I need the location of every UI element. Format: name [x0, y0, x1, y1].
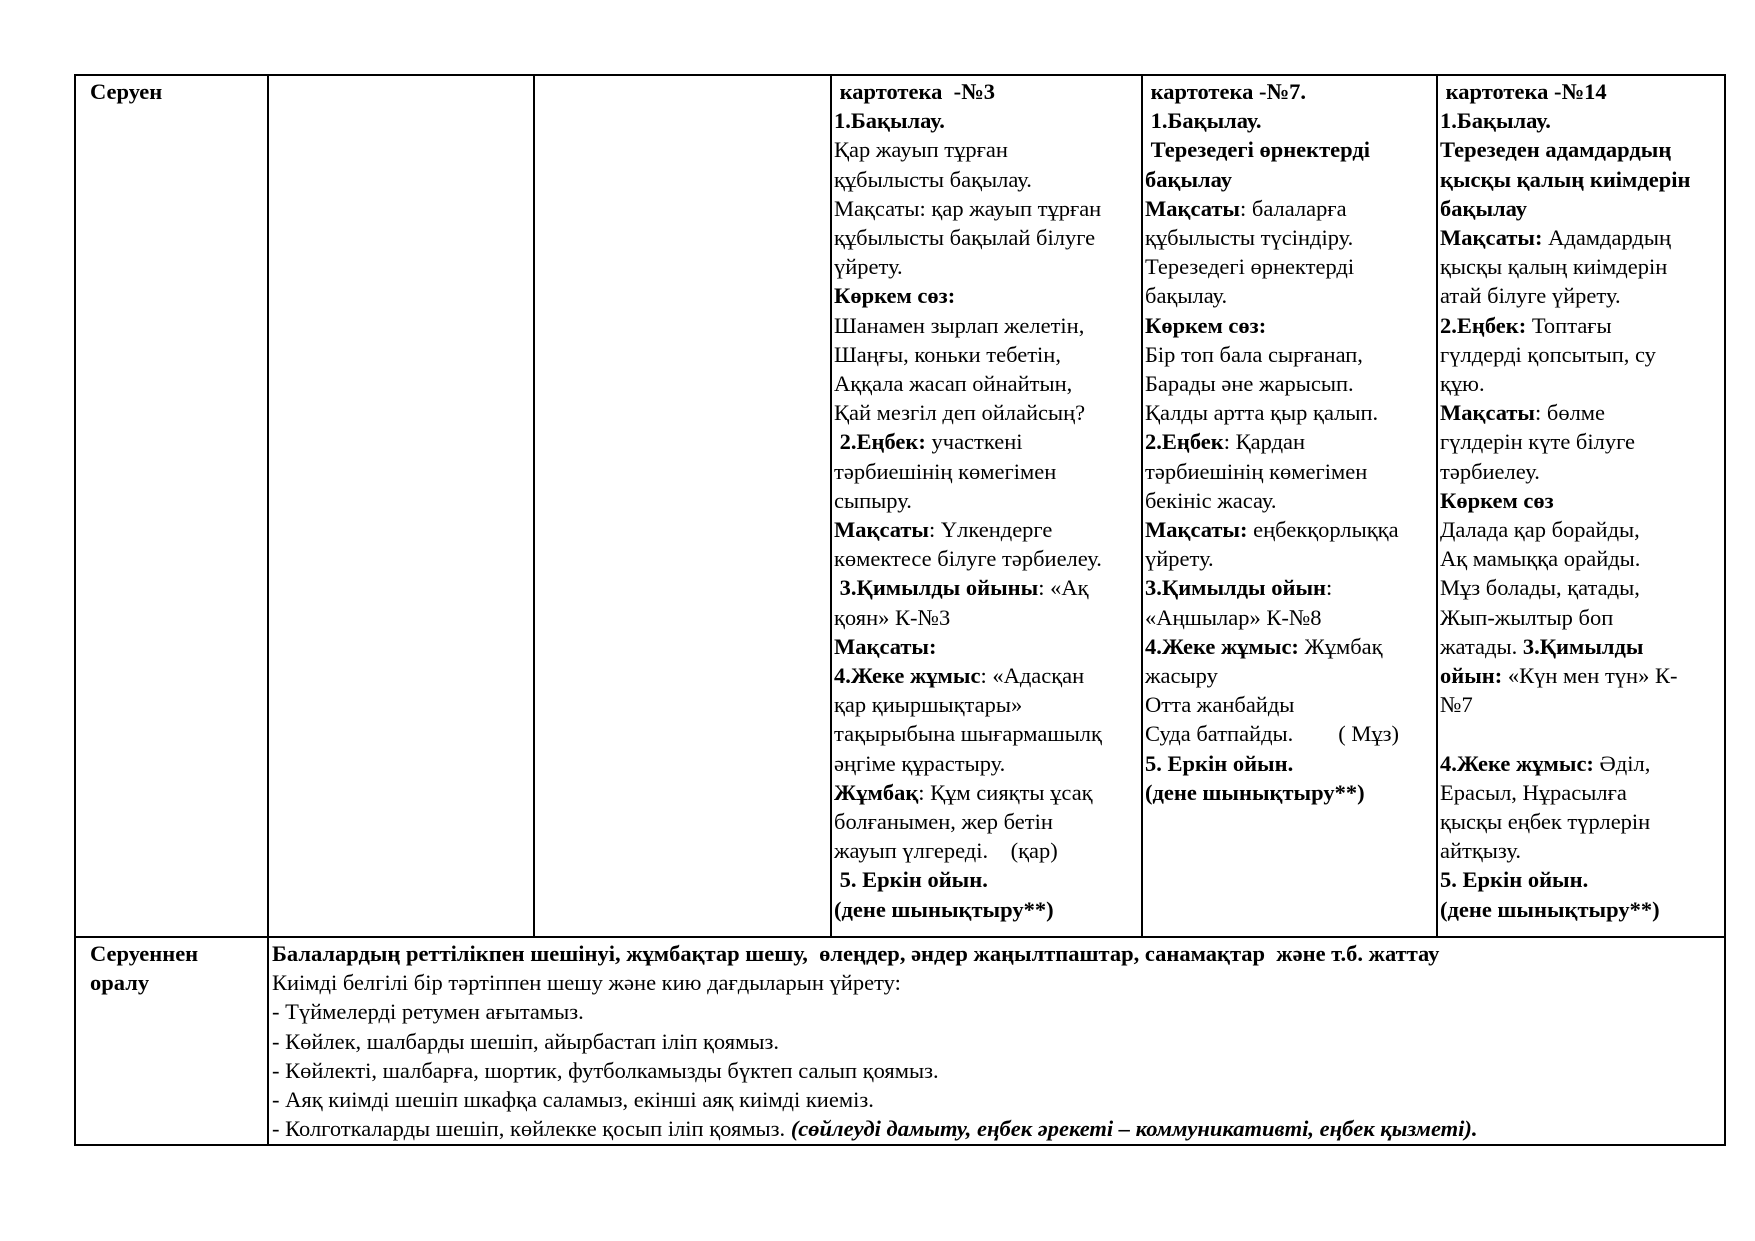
card-line — [1440, 223, 1721, 252]
walk-row — [75, 75, 1725, 937]
text-run: 5. Еркін ойын. — [834, 867, 988, 893]
card-line — [834, 603, 1138, 632]
card-line — [834, 427, 1138, 456]
text-run: ойын: — [1440, 663, 1503, 689]
card-line — [1440, 544, 1721, 573]
text-run: көмектесе білуге тәрбиелеу. — [834, 546, 1102, 572]
card-line — [834, 311, 1138, 340]
card-line — [834, 661, 1138, 690]
text-run: : Құм сияқты ұсақ — [918, 779, 1093, 805]
card-3-cell — [831, 75, 1142, 937]
text-run: - Түймелерді ретумен ағытамыз. — [272, 999, 584, 1025]
text-run: 3.Қимылды — [1522, 633, 1644, 659]
text-run: Шанамен зырлап желетін, — [834, 312, 1085, 338]
card-line — [1440, 690, 1721, 719]
text-run: : бөлме — [1535, 400, 1606, 426]
card-line — [834, 865, 1138, 894]
text-run: бақылау — [1145, 166, 1233, 192]
card-line — [834, 252, 1138, 281]
text-run: Қалды артта қыр қалып. — [1145, 400, 1379, 426]
card-line — [834, 77, 1138, 106]
text-run: Әділ, — [1593, 750, 1651, 776]
card-7-text — [1145, 77, 1433, 807]
card-line — [1440, 573, 1721, 602]
text-run: Терезеден адамдардың — [1440, 137, 1672, 163]
text-run: 2.Еңбек: — [834, 429, 926, 455]
text-run: құбылысты бақылау. — [834, 166, 1032, 192]
text-run: №7 — [1440, 692, 1473, 718]
text-run: Терезедегі өрнектерді — [1145, 137, 1371, 163]
card-line — [1440, 807, 1721, 836]
text-run: жасыру — [1145, 663, 1218, 689]
card-line — [1145, 573, 1433, 602]
card-line — [1145, 281, 1433, 310]
return-line — [272, 1085, 1721, 1114]
text-run: қысқы еңбек түрлерін — [1440, 809, 1651, 835]
return-line — [272, 1056, 1721, 1085]
text-run: болғанымен, жер бетін — [834, 809, 1053, 835]
card-line — [1145, 194, 1433, 223]
return-label-line-1: Серуеннен — [90, 941, 199, 966]
empty-cell-1 — [268, 75, 534, 937]
card-line — [1145, 223, 1433, 252]
card-line — [1440, 398, 1721, 427]
text-run: тәрбиелеу. — [1440, 458, 1540, 484]
card-line — [1440, 77, 1721, 106]
card-line — [1440, 515, 1721, 544]
return-line — [272, 1027, 1721, 1056]
text-run: : балаларға — [1240, 195, 1347, 221]
return-line — [272, 939, 1721, 968]
card-line — [834, 281, 1138, 310]
return-line — [272, 997, 1721, 1026]
card-line — [834, 340, 1138, 369]
text-run: бақылау — [1440, 195, 1528, 221]
text-run: Мақсаты: — [1440, 225, 1543, 251]
card-line — [1145, 427, 1433, 456]
card-line — [1145, 603, 1433, 632]
text-run: жауып үлгереді. (қар) — [834, 838, 1058, 864]
text-run: (дене шынықтыру**) — [834, 896, 1054, 922]
text-run: 2.Еңбек: — [1440, 312, 1527, 338]
text-run: 4.Жеке жұмыс — [834, 663, 981, 689]
text-run: Адамдардың — [1542, 225, 1672, 251]
return-row — [75, 937, 1725, 1145]
card-line — [834, 369, 1138, 398]
card-line — [1440, 369, 1721, 398]
card-line — [1440, 632, 1721, 661]
text-run: 5. Еркін ойын. — [1145, 750, 1294, 776]
text-run: Далада қар борайды, — [1440, 517, 1640, 543]
card-7-cell — [1142, 75, 1437, 937]
card-line — [834, 135, 1138, 164]
return-line — [272, 1114, 1721, 1143]
card-line — [1440, 895, 1721, 924]
text-run: 3.Қимылды ойыны — [834, 575, 1039, 601]
text-run: құбылысты бақылай білуге — [834, 225, 1096, 251]
text-run: Балалардың реттілікпен шешінуі, жұмбақтар шешу, өлеңдер, әндер жаңылтпаштар, санамақтар және т.б. жаттау — [272, 941, 1440, 966]
card-line — [1145, 515, 1433, 544]
text-run: - Аяқ киімді шешіп шкафқа саламыз, екінші аяқ киімді киеміз. — [272, 1087, 874, 1113]
text-run: Көркем сөз: — [834, 283, 956, 309]
card-line — [834, 895, 1138, 924]
card-line — [1440, 749, 1721, 778]
card-line — [1440, 135, 1721, 164]
card-line — [1145, 486, 1433, 515]
text-run: айтқызу. — [1440, 838, 1521, 864]
card-line — [1145, 369, 1433, 398]
card-line — [1440, 194, 1721, 223]
text-run: Мақсаты: қар жауып тұрған — [834, 195, 1102, 221]
text-run: үйрету. — [834, 254, 903, 280]
card-line — [1440, 252, 1721, 281]
text-run: Отта жанбайды — [1145, 692, 1295, 718]
text-run: 3.Қимылды ойын — [1145, 575, 1326, 601]
card-line — [834, 690, 1138, 719]
text-run: 4.Жеке жұмыс: — [1440, 750, 1594, 776]
card-line — [834, 719, 1138, 748]
card-line — [1145, 106, 1433, 135]
card-line — [1440, 486, 1721, 515]
card-line — [834, 573, 1138, 602]
card-line — [834, 515, 1138, 544]
card-line — [834, 486, 1138, 515]
card-line — [1440, 836, 1721, 865]
text-run: Жұмбақ — [834, 779, 919, 805]
text-run: гүлдерді қопсытып, су — [1440, 341, 1656, 367]
text-run: қысқы қалың киімдерін — [1440, 254, 1668, 280]
text-run: Мақсаты: — [1145, 517, 1248, 543]
text-run: Аққала жасап ойнайтын, — [834, 371, 1073, 397]
text-run: әңгіме құрастыру. — [834, 750, 1006, 776]
card-line — [834, 398, 1138, 427]
text-run: - Көйлекті, шалбарға, шортик, футболкамызды бүктеп салып қоямыз. — [272, 1057, 939, 1083]
text-run: Мақсаты — [834, 517, 929, 543]
text-run: үйрету. — [1145, 546, 1214, 572]
card-line — [834, 457, 1138, 486]
text-run: Барады әне жарысып. — [1145, 371, 1354, 397]
text-run: Бір топ бала сырғанап, — [1145, 341, 1363, 367]
card-line — [834, 807, 1138, 836]
card-line — [1145, 165, 1433, 194]
text-run: : «Адасқан — [980, 663, 1085, 689]
text-run: тақырыбына шығармашылқ — [834, 721, 1102, 747]
text-run: Мұз болады, қатады, — [1440, 575, 1640, 601]
card-line — [1440, 427, 1721, 456]
card-14-cell — [1437, 75, 1725, 937]
card-line — [1145, 778, 1433, 807]
text-run: (сөйлеуді дамыту, еңбек әрекеті – коммуникативті, еңбек қызметі). — [790, 1116, 1478, 1142]
card-line — [1145, 457, 1433, 486]
text-run: Мақсаты — [1145, 195, 1240, 221]
text-run: гүлдерін күте білуге — [1440, 429, 1636, 455]
text-run: қар қиыршықтары» — [834, 692, 1023, 718]
text-run: 1.Бақылау. — [1145, 108, 1262, 134]
card-line — [1145, 398, 1433, 427]
text-run: Шаңғы, коньки тебетін, — [834, 341, 1061, 367]
card-line — [834, 749, 1138, 778]
text-run: : Үлкендерге — [929, 517, 1053, 543]
return-text — [272, 939, 1721, 1143]
card-line — [1145, 661, 1433, 690]
text-run: Киімді белгілі бір тәртіппен шешу және кию дағдыларын үйрету: — [272, 970, 901, 996]
card-line — [1145, 632, 1433, 661]
text-run: 1.Бақылау. — [834, 108, 945, 134]
text-run: картотека -№3 — [834, 79, 995, 104]
text-run: Ақ мамыққа орайды. — [1440, 546, 1641, 572]
walk-label: Серуен — [75, 75, 268, 937]
text-run: : «Ақ — [1038, 575, 1089, 601]
card-line — [1440, 106, 1721, 135]
text-run: «Күн мен түн» К- — [1502, 663, 1678, 689]
text-run: картотека -№14 — [1440, 79, 1607, 104]
text-run: - Колготкаларды шешіп, көйлекке қосып іліп қоямыз. — [272, 1116, 791, 1142]
text-run: құбылысты түсіндіру. — [1145, 225, 1354, 251]
text-run: 2.Еңбек — [1145, 429, 1224, 455]
text-run: - Көйлек, шалбарды шешіп, айырбастап іліп қоямыз. — [272, 1028, 779, 1054]
text-run: құю. — [1440, 371, 1485, 397]
text-run: Топтағы — [1526, 312, 1612, 338]
card-line — [834, 778, 1138, 807]
return-label-line-2: оралу — [90, 970, 150, 996]
empty-cell-2 — [534, 75, 831, 937]
text-run: Жып-жылтыр боп — [1440, 604, 1614, 630]
text-run: 1.Бақылау. — [1440, 108, 1551, 134]
text-run: 5. Еркін ойын. — [1440, 867, 1589, 893]
text-run: бекініс жасау. — [1145, 487, 1277, 513]
card-line — [834, 223, 1138, 252]
text-run: Терезедегі өрнектерді — [1145, 254, 1355, 280]
text-run: қоян» К-№3 — [834, 604, 951, 630]
text-run: жатады. — [1440, 633, 1523, 659]
card-line — [1440, 340, 1721, 369]
card-14-text — [1440, 77, 1721, 924]
text-run: еңбекқорлыққа — [1247, 517, 1399, 543]
schedule-table — [74, 74, 1726, 1146]
card-line — [1145, 135, 1433, 164]
card-line — [1145, 77, 1433, 106]
return-line — [272, 968, 1721, 997]
return-content — [268, 937, 1725, 1145]
card-line — [1440, 865, 1721, 894]
return-label — [75, 937, 268, 1145]
card-line — [1440, 778, 1721, 807]
card-line — [834, 165, 1138, 194]
card-line — [834, 836, 1138, 865]
text-run: қысқы қалың киімдерін — [1440, 166, 1691, 192]
text-run: (дене шынықтыру**) — [1145, 779, 1365, 805]
text-run: (дене шынықтыру**) — [1440, 896, 1660, 922]
text-run: Көркем сөз — [1440, 487, 1554, 513]
text-run: Ерасыл, Нұрасылға — [1440, 779, 1627, 805]
card-line — [834, 544, 1138, 573]
card-line — [1440, 311, 1721, 340]
text-run: тәрбиешінің көмегімен — [834, 458, 1057, 484]
card-line — [1440, 719, 1721, 748]
text-run: : — [1326, 575, 1333, 601]
text-run: атай білуге үйрету. — [1440, 283, 1621, 309]
card-line — [834, 632, 1138, 661]
card-line — [1145, 252, 1433, 281]
text-run: Суда батпайды. ( Мұз) — [1145, 721, 1400, 747]
text-run: бақылау. — [1145, 283, 1228, 309]
text-run: Мақсаты: — [834, 633, 937, 659]
text-run — [1440, 721, 1446, 746]
text-run: Көркем сөз: — [1145, 312, 1267, 338]
card-line — [1145, 311, 1433, 340]
card-line — [1440, 165, 1721, 194]
card-line — [1440, 603, 1721, 632]
card-line — [1440, 661, 1721, 690]
card-line — [834, 106, 1138, 135]
card-line — [1440, 457, 1721, 486]
card-line — [1145, 749, 1433, 778]
card-line — [834, 194, 1138, 223]
card-line — [1145, 340, 1433, 369]
card-line — [1145, 544, 1433, 573]
text-run: Қар жауып тұрған — [834, 137, 1008, 163]
text-run: 4.Жеке жұмыс: — [1145, 633, 1299, 659]
text-run: сыпыру. — [834, 487, 912, 513]
card-line — [1440, 281, 1721, 310]
text-run: «Аңшылар» К-№8 — [1145, 604, 1322, 630]
text-run: участкені — [925, 429, 1023, 455]
card-line — [1145, 690, 1433, 719]
text-run: : Қардан — [1223, 429, 1306, 455]
text-run: Мақсаты — [1440, 400, 1535, 426]
text-run: тәрбиешінің көмегімен — [1145, 458, 1368, 484]
text-run: картотека -№7. — [1145, 79, 1306, 104]
card-3-text — [834, 77, 1138, 924]
text-run: Жұмбақ — [1298, 633, 1383, 659]
text-run: Қай мезгіл деп ойлайсың? — [834, 400, 1086, 426]
card-line — [1145, 719, 1433, 748]
